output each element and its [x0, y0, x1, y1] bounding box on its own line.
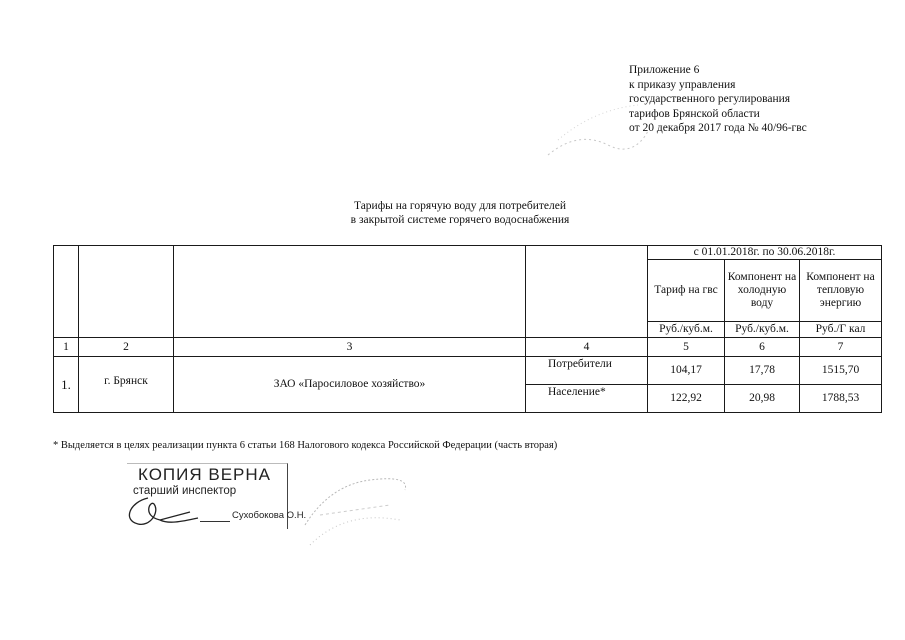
appendix-line: от 20 декабря 2017 года № 40/96-гвс	[629, 122, 807, 135]
row-index: 1.	[54, 357, 79, 413]
cold-value: 20,98	[725, 385, 800, 413]
header-heat-component: Компонент на тепловую энергию	[800, 260, 882, 322]
header-tariff: Тариф на гвс	[648, 260, 725, 322]
header-cell-empty	[79, 246, 174, 338]
cold-value: 17,78	[725, 357, 800, 385]
appendix-block	[629, 63, 889, 136]
consumer-label: Население*	[526, 385, 648, 413]
unit-tariff: Руб./куб.м.	[648, 322, 725, 338]
footnote: * Выделяется в целях реализации пункта 6 статьи 168 Налогового кодекса Российской Федерации (часть вторая)	[53, 440, 558, 451]
period-header: с 01.01.2018г. по 30.06.2018г.	[648, 246, 882, 260]
row-organization: ЗАО «Паросиловое хозяйство»	[174, 357, 526, 413]
stamp-signer: Сухобокова О.Н.	[232, 510, 307, 521]
column-number: 5	[648, 338, 725, 357]
signature-mark	[120, 490, 210, 535]
row-city: г. Брянск	[79, 357, 174, 413]
heat-value: 1515,70	[800, 357, 882, 385]
column-number: 3	[174, 338, 526, 357]
title-line: Тарифы на горячую воду для потребителей	[353, 200, 567, 212]
column-number: 4	[526, 338, 648, 357]
header-cell-empty	[174, 246, 526, 338]
faint-seal-mark	[300, 465, 410, 555]
tariff-table	[53, 245, 882, 413]
appendix-line: Приложение 6	[629, 64, 700, 76]
tariff-value: 122,92	[648, 385, 725, 413]
column-number: 1	[54, 338, 79, 357]
unit-cold: Руб./куб.м.	[725, 322, 800, 338]
document-title	[300, 199, 620, 227]
appendix-line: государственного регулирования	[629, 93, 791, 106]
header-cell-empty	[526, 246, 648, 338]
signature-line	[200, 521, 230, 522]
stamp-copy-true: КОПИЯ ВЕРНА	[138, 465, 272, 484]
appendix-line: тарифов Брянской области	[629, 107, 760, 120]
unit-heat: Руб./Г кал	[800, 322, 882, 338]
title-line: в закрытой системе горячего водоснабжения	[350, 214, 570, 226]
appendix-line: к приказу управления	[629, 78, 736, 91]
heat-value: 1788,53	[800, 385, 882, 413]
column-number: 7	[800, 338, 882, 357]
table-row	[54, 357, 882, 385]
stamp-inspector: старший инспектор	[133, 485, 237, 497]
column-number: 6	[725, 338, 800, 357]
consumer-label: Потребители	[526, 357, 648, 385]
tariff-value: 104,17	[648, 357, 725, 385]
header-cold-component: Компонент на холодную воду	[725, 260, 800, 322]
column-number: 2	[79, 338, 174, 357]
header-cell-empty	[54, 246, 79, 338]
